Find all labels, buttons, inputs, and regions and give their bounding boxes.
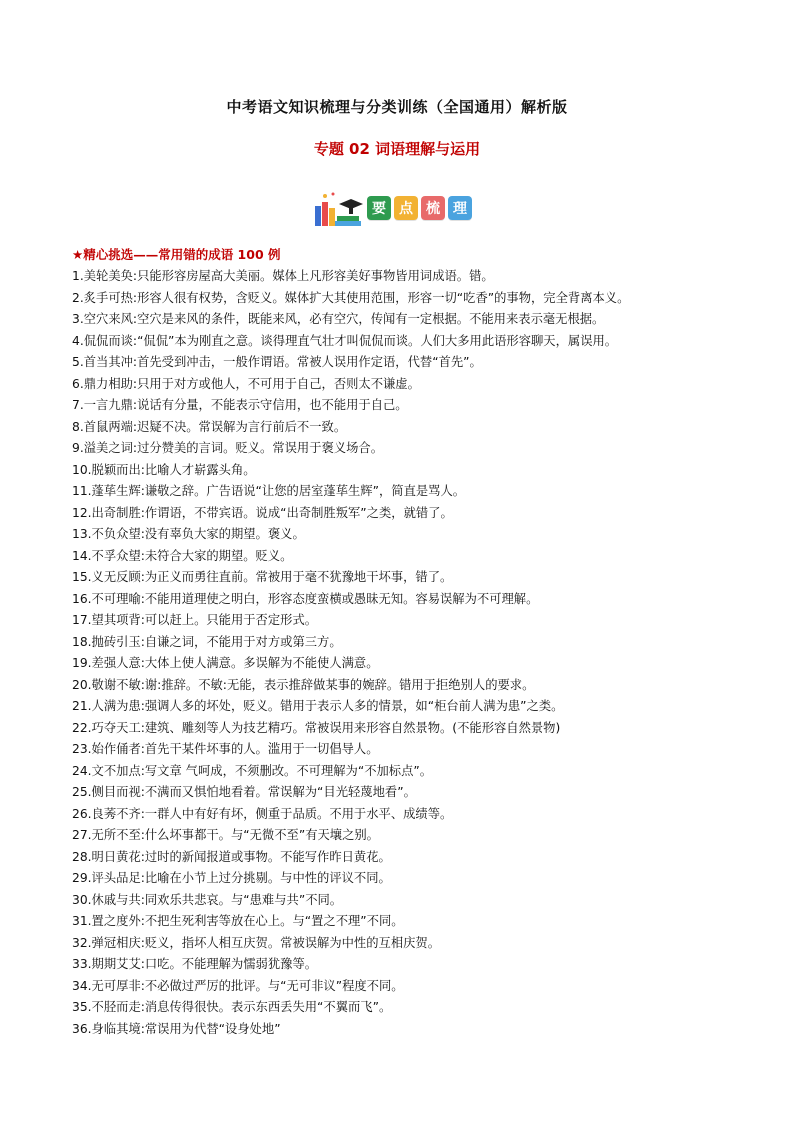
idiom-entry: 9.溢美之词:过分赞美的言词。贬义。常误用于褒义场合。 (72, 441, 384, 455)
badge-char: 要 (367, 196, 391, 220)
idiom-list (72, 266, 752, 1040)
idiom-entry: 6.鼎力相助:只用于对方或他人，不可用于自己，否则太不谦虚。 (72, 376, 420, 391)
badge-char: 梳 (421, 196, 445, 220)
books-illustration-icon (313, 190, 363, 230)
idiom-entry: 12.出奇制胜:作谓语，不带宾语。说成“出奇制胜叛军”之类，就错了。 (72, 505, 453, 520)
idiom-entry: 16.不可理喻:不能用道理使之明白，形容态度蛮横或愚昧无知。容易误解为不可理解。 (72, 591, 539, 606)
badge-characters (367, 196, 472, 220)
idiom-entry: 13.不负众望:没有辜负大家的期望。褒义。 (72, 527, 305, 541)
idiom-entry: 4.侃侃而谈:“侃侃”本为刚直之意。谈得理直气壮才叫侃侃而谈。人们大多用此语形容聊天，属误用。 (72, 333, 618, 348)
idiom-entry: 20.敬谢不敏:谢:推辞。不敏:无能，表示推辞做某事的婉辞。错用于拒绝别人的要求。 (72, 677, 535, 692)
idiom-entry: 36.身临其境:常误用为代替“设身处地” (72, 1021, 281, 1036)
badge-char: 点 (394, 196, 418, 220)
idiom-entry: 10.脱颖而出:比喻人才崭露头角。 (72, 462, 256, 477)
badge-char: 理 (448, 196, 472, 220)
idiom-entry: 35.不胫而走:消息传得很快。表示东西丢失用“不翼而飞”。 (72, 1000, 392, 1014)
idiom-entry: 34.无可厚非:不必做过严厉的批评。与“无可非议”程度不同。 (72, 978, 404, 993)
idiom-entry: 29.评头品足:比喻在小节上过分挑剔。与中性的评议不同。 (72, 871, 391, 885)
section-heading: ★精心挑选——常用错的成语 100 例 (72, 247, 281, 262)
idiom-entry: 22.巧夺天工:建筑、雕刻等人为技艺精巧。常被误用来形容自然景物。(不能形容自然景物) (72, 720, 561, 735)
document-title: 中考语文知识梳理与分类训练（全国通用）解析版 (226, 98, 568, 116)
idiom-entry: 3.空穴来风:空穴是来风的条件，既能来风，必有空穴，传闻有一定根据。不能用来表示毫无根据。 (72, 312, 605, 326)
idiom-entry: 1.美轮美奂:只能形容房屋高大美丽。媒体上凡形容美好事物皆用词成语。错。 (72, 269, 494, 283)
idiom-entry: 26.良莠不齐:一群人中有好有坏，侧重于品质。不用于水平、成绩等。 (72, 806, 453, 821)
idiom-entry: 28.明日黄花:过时的新闻报道或事物。不能写作昨日黄花。 (72, 849, 391, 864)
idiom-entry: 32.弹冠相庆:贬义，指坏人相互庆贺。常被误解为中性的互相庆贺。 (72, 935, 441, 950)
document-subtitle: 专题 02 词语理解与运用 (313, 140, 481, 158)
idiom-entry: 19.差强人意:大体上使人满意。多误解为不能使人满意。 (72, 656, 379, 670)
idiom-entry: 24.文不加点:写文章 气呵成，不须删改。不可理解为“不加标点”。 (72, 763, 433, 778)
idiom-entry: 2.炙手可热:形容人很有权势，含贬义。媒体扩大其使用范围，形容一切“吃香”的事物，完全背离本义。 (72, 290, 630, 305)
key-points-badge (313, 190, 488, 230)
idiom-entry: 33.期期艾艾:口吃。不能理解为懦弱犹豫等。 (72, 957, 318, 971)
idiom-entry: 8.首鼠两端:迟疑不决。常误解为言行前后不一致。 (72, 419, 347, 434)
idiom-entry: 14.不孚众望:未符合大家的期望。贬义。 (72, 548, 293, 563)
idiom-entry: 31.置之度外:不把生死利害等放在心上。与“置之不理”不同。 (72, 914, 404, 928)
idiom-entry: 23.始作俑者:首先干某件坏事的人。滥用于一切倡导人。 (72, 742, 379, 756)
idiom-entry: 17.望其项背:可以赶上。只能用于否定形式。 (72, 613, 318, 627)
idiom-entry: 27.无所不至:什么坏事都干。与“无微不至”有天壤之别。 (72, 828, 379, 842)
idiom-entry: 5.首当其冲:首先受到冲击，一般作谓语。常被人误用作定语，代替“首先”。 (72, 355, 482, 369)
idiom-entry: 25.侧目而视:不满而又惧怕地看着。常误解为“目光轻蔑地看”。 (72, 785, 416, 799)
idiom-entry: 7.一言九鼎:说话有分量，不能表示守信用，也不能用于自己。 (72, 398, 408, 412)
idiom-entry: 15.义无反顾:为正义而勇往直前。常被用于毫不犹豫地干坏事，错了。 (72, 570, 453, 584)
idiom-entry: 21.人满为患:强调人多的坏处，贬义。错用于表示人多的情景，如“柜台前人满为患”之类。 (72, 699, 564, 713)
idiom-entry: 18.抛砖引玉:自谦之词，不能用于对方或第三方。 (72, 634, 342, 649)
idiom-entry: 30.休戚与共:同欢乐共悲哀。与“患难与共”不同。 (72, 892, 343, 907)
idiom-entry: 11.蓬荜生辉:谦敬之辞。广告语说“让您的居室蓬荜生辉”，简直是骂人。 (72, 484, 466, 498)
